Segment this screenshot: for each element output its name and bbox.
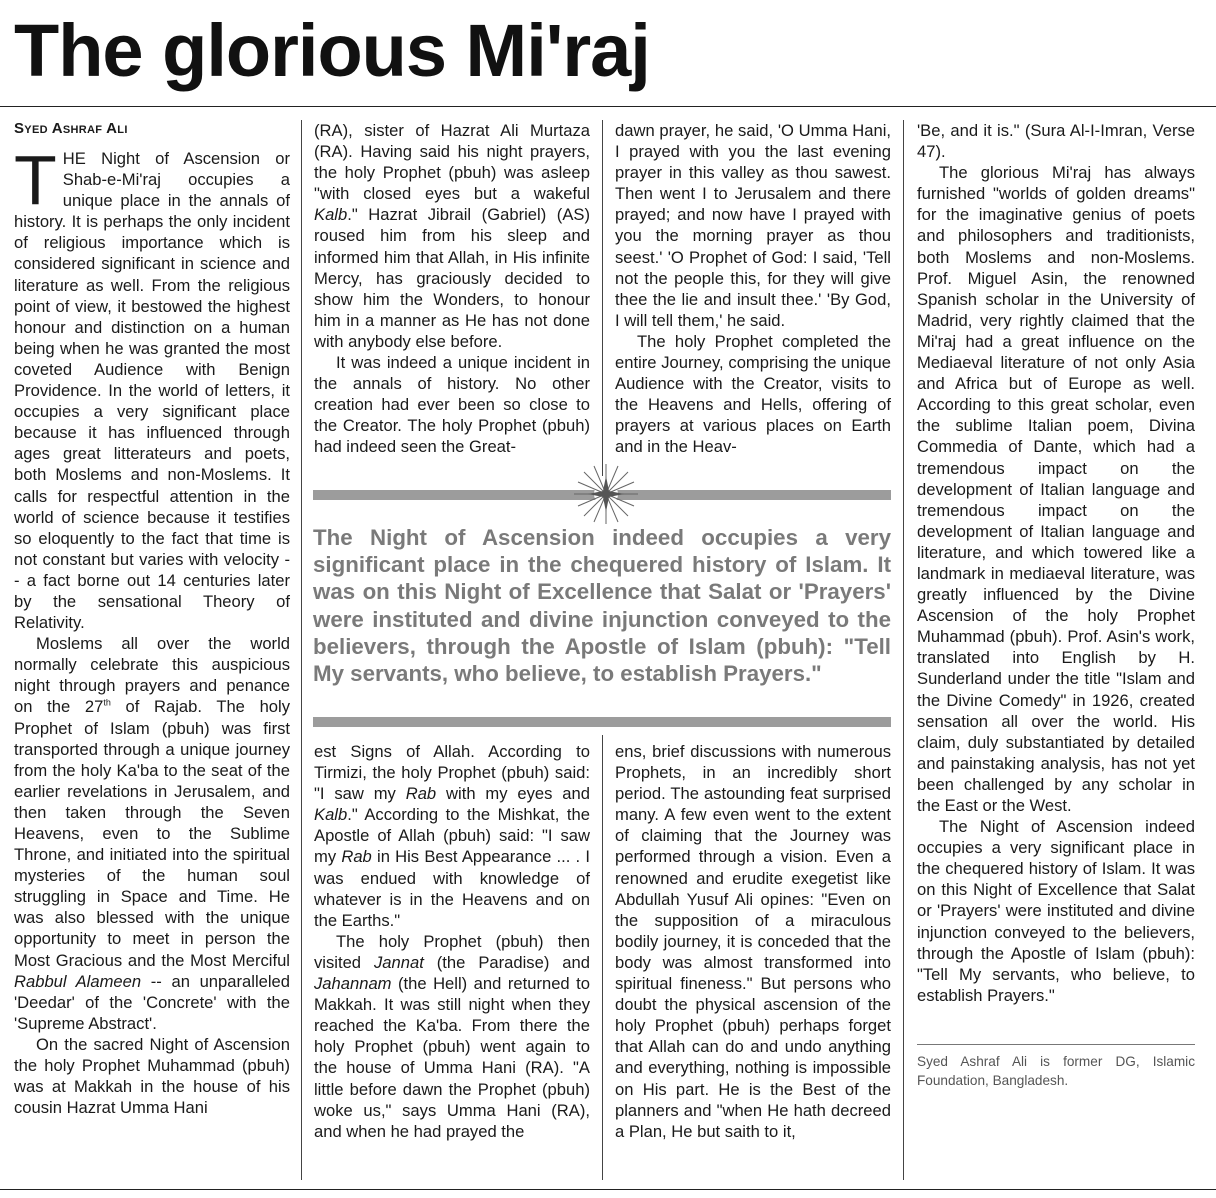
column-rule [903,120,904,1180]
column-3-bottom [615,741,891,1142]
column-rule [602,120,603,476]
column-2-top [314,120,590,458]
column-3-top [615,120,891,458]
headline: The glorious Mi'raj [14,9,650,92]
paragraph: est Signs of Allah. According to Tirmizi, the holy Prophet (pbuh) said: "I saw my Rab with my eyes and Kalb." According to the Mishkat, the Apostle of Allah (pbuh) said: "I saw my Rab in His Best Appearance ... . I was endued with knowledge of whatever is in the Heavens and on the Earths." [314,742,590,930]
footnote-rule [917,1044,1195,1045]
paragraph: (RA), sister of Hazrat Ali Murtaza (RA). Having said his night prayers, the holy Prophet (pbuh) was asleep "with closed eyes but a wakeful Kalb." Hazrat Jibrail (Gabriel) (AS) roused him from his sleep and informed him that Allah, in His infinite Mercy, has graciously decided to show him the Wonders, to honour him in a manner as He has not done with anybody else before. [314,121,590,351]
paragraph: THE Night of Ascension or Shab-e-Mi'raj occupies a unique place in the annals of history. It is perhaps the only incident of religious importance which is considered significant in science and literature as well. From the religious point of view, it bestowed the highest honour and distinction on a human being when he was granted the most coveted Audience with Benign Providence. In the world of letters, it occupies a very significant place because it has influenced through ages great litterateurs and poets, both Moslems and non-Moslems. It calls for respectful attention in the world of science because it testifies so eloquently to the fact that time is not constant but varies with velocity -- a fact borne out 14 centuries later by the sensational Theory of Relativity. [14,141,290,633]
pullquote-bottom-bar [313,717,891,727]
column-1 [14,118,290,1118]
paragraph: ens, brief discussions with numerous Prophets, in an incredibly short period. The astounding feat surprised many. A few even went to the extent of claiming that the Journey was performed through a vision. Even a renowned and erudite exegetist like Abdullah Yusuf Ali opines: "Even on the supposition of a miraculous bodily journey, it is conceded that the body was almost transformed into spiritual fineness." But persons who doubt the physical ascension of the holy Prophet (pbuh) perhaps forget that Allah can do and undo anything and everything, nothing is impossible on His part. He is the Best of the planners and "when He hath decreed a Plan, He but saith to it, [615,742,891,1141]
pullquote: The Night of Ascension indeed occupies a very significant place in the chequered history of Islam. It was on this Night of Excellence that Salat or 'Prayers' were instituted and divine injunction conveyed to the believers, through the Apostle of Islam (pbuh): "Tell My servants, who believe, to establish Prayers." [313,525,891,687]
column-4 [917,120,1195,1006]
paragraph: It was indeed a unique incident in the annals of history. No other creation had ever been so close to the Creator. The holy Prophet (pbuh) had indeed seen the Great- [314,353,590,457]
paragraph: 'Be, and it is." (Sura Al-I-Imran, Verse 47). [917,121,1195,162]
paragraph: The Night of Ascension indeed occupies a very significant place in the chequered history of Islam. It was on this Night of Excellence that Salat or 'Prayers' were instituted and divine injunction conveyed to the believers, through the Apostle of Islam (pbuh): "Tell My servants, who believe, to establish Prayers." [917,817,1195,1005]
starburst-icon [570,462,642,526]
paragraph: dawn prayer, he said, 'O Umma Hani, I prayed with you the last evening prayer in this valley as thou sawest. Then went I to Jerusalem and there prayed; and now have I prayed with you the morning prayer as thou seest.' 'O Prophet of God: I said, 'Tell not the people this, for they will give thee the lie and insult thee.' 'By God, I will tell them,' he said. [615,121,891,330]
byline: Syed Ashraf Ali [14,120,128,137]
paragraph: On the sacred Night of Ascension the holy Prophet Muhammad (pbuh) was at Makkah in the house of his cousin Hazrat Umma Hani [14,1034,290,1118]
column-rule [602,735,603,1180]
paragraph: The holy Prophet (pbuh) then visited Jannat (the Paradise) and Jahannam (the Hell) and returned to Makkah. It was still night when they reached the Ka'ba. From there the holy Prophet (pbuh) went again to the house of Umma Hani (RA). "A little before dawn the Prophet (pbuh) woke us," says Umma Hani (RA), and when he had prayed the [314,931,590,1141]
paragraph: The holy Prophet completed the entire Journey, comprising the unique Audience with the Creator, visits to the Heavens and Hells, offering of prayers at various places on Earth and in the Heav- [615,331,891,457]
column-rule [301,120,302,1180]
bottom-rule [0,1189,1216,1190]
drop-cap: T [14,141,57,219]
author-footnote: Syed Ashraf Ali is former DG, Islamic Foundation, Bangladesh. [917,1054,1195,1088]
column-2-bottom [314,741,590,1142]
top-rule [0,106,1216,107]
paragraph: The glorious Mi'raj has always furnished "worlds of golden dreams" for the imaginative genius of poets and philosophers and traditionists, both Moslems and non-Moslems. Prof. Miguel Asin, the renowned Spanish scholar in the University of Madrid, very rightly claimed that the Mi'raj had a great influence on the Mediaeval literature of not only Asia and Africa but of Europe as well. According to this great scholar, even the sublime Italian poem, Divina Commedia of Dante, which had a tremendous impact on the development of Italian language and tremendous impact on the development of Italian language and literature, and which towered like a landmark in mediaeval literature, was greatly influenced by the Divine Ascension of the holy Prophet Muhammad (pbuh). Prof. Asin's work, translated into English by H. Sunderland under the title "Islam and the Divine Comedy" in 1926, created sensation all over the world. His claim, duly substantiated by detailed and painstaking analysis, has not yet been challenged by any scholar in the East or the West. [917,163,1195,815]
paragraph: Moslems all over the world normally celebrate this auspicious night through prayers and penance on the 27th of Rajab. The holy Prophet of Islam (pbuh) was first transported through a unique journey from the holy Ka'ba to the seat of the earlier revelations in Jerusalem, and then taken through the Seven Heavens, even to the Sublime Throne, and initiated into the spiritual mysteries of the human soul struggling in Space and Time. He was also blessed with the unique opportunity to meet in person the Most Gracious and the Most Merciful Rabbul Alameen -- an unparalleled 'Deedar' of the 'Concrete' with the 'Supreme Abstract'. [14,634,291,1033]
